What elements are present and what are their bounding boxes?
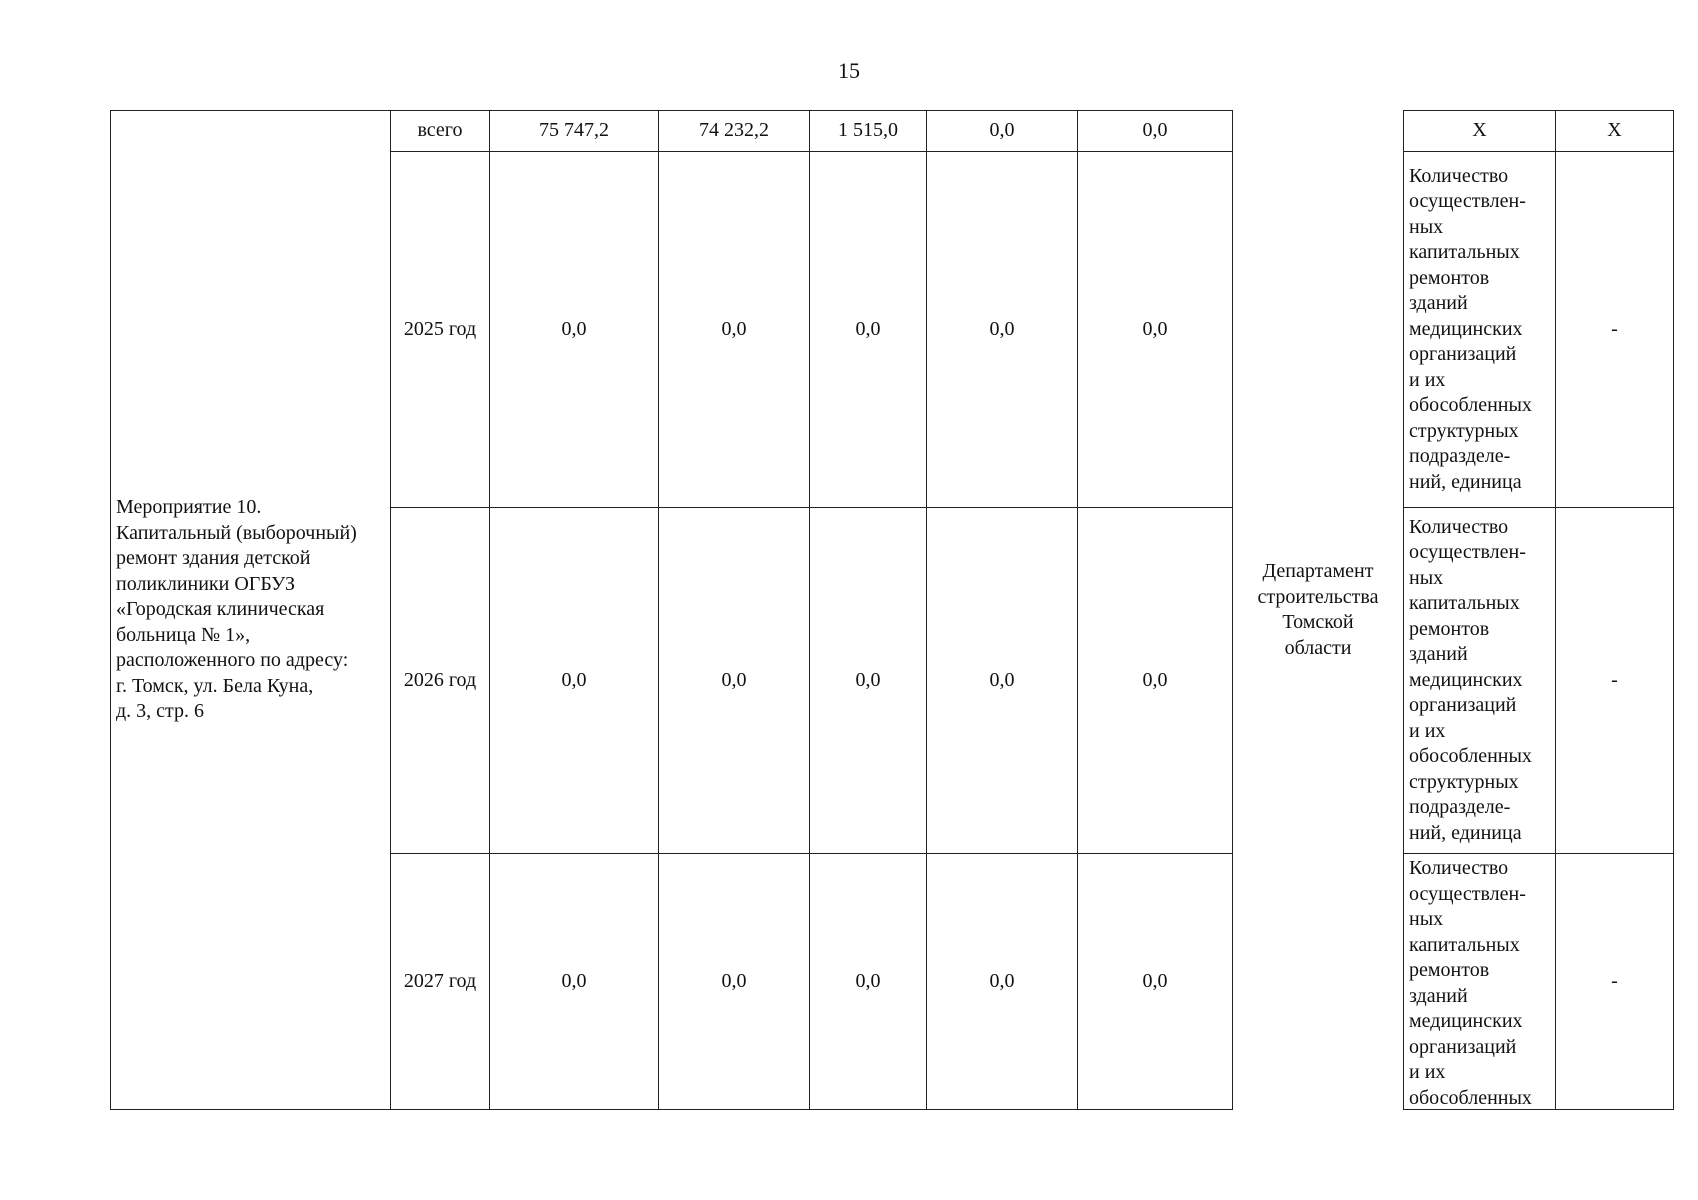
period-cell: 2026 год bbox=[390, 507, 490, 854]
value-cell-total: 75 747,2 bbox=[489, 110, 659, 152]
value-cell-federal: 0,0 bbox=[658, 151, 810, 508]
indicator-value-cell: Х bbox=[1555, 110, 1674, 152]
value-cell-federal: 74 232,2 bbox=[658, 110, 810, 152]
value-cell-regional: 0,0 bbox=[809, 507, 927, 854]
value-cell-regional: 1 515,0 bbox=[809, 110, 927, 152]
indicator-cell: Количество осуществлен- ных капитальных ремонтов зданий медицинских организаций и их обособленных структурных подразделе- ний, единица bbox=[1403, 507, 1556, 854]
period-cell: 2027 год bbox=[390, 853, 490, 1110]
value-cell-local: 0,0 bbox=[926, 507, 1078, 854]
indicator-cell: Х bbox=[1403, 110, 1556, 152]
value-cell-total: 0,0 bbox=[489, 507, 659, 854]
value-cell-federal: 0,0 bbox=[658, 853, 810, 1110]
value-cell-total: 0,0 bbox=[489, 853, 659, 1110]
period-cell: 2025 год bbox=[390, 151, 490, 508]
indicator-value-cell: - bbox=[1555, 853, 1674, 1110]
indicator-value-cell: - bbox=[1555, 507, 1674, 854]
event-description-cell: Мероприятие 10. Капитальный (выборочный) ремонт здания детской поликлиники ОГБУЗ «Городская клиническая больница № 1», расположенного по адресу: г. Томск, ул. Бела Куна, д. 3, стр. 6 bbox=[110, 110, 391, 1110]
value-cell-regional: 0,0 bbox=[809, 151, 927, 508]
value-cell-regional: 0,0 bbox=[809, 853, 927, 1110]
value-cell-other: 0,0 bbox=[1077, 507, 1233, 854]
indicator-cell: Количество осуществлен- ных капитальных ремонтов зданий медицинских организаций и их обособленных bbox=[1403, 853, 1556, 1110]
value-cell-other: 0,0 bbox=[1077, 110, 1233, 152]
page-number: 15 bbox=[838, 58, 860, 83]
period-cell: всего bbox=[390, 110, 490, 152]
value-cell-other: 0,0 bbox=[1077, 853, 1233, 1110]
value-cell-total: 0,0 bbox=[489, 151, 659, 508]
executor-cell: Департамент строительства Томской области bbox=[1257, 560, 1379, 659]
value-cell-other: 0,0 bbox=[1077, 151, 1233, 508]
indicator-cell: Количество осуществлен- ных капитальных ремонтов зданий медицинских организаций и их обособленных структурных подразделе- ний, единица bbox=[1403, 151, 1556, 508]
value-cell-federal: 0,0 bbox=[658, 507, 810, 854]
value-cell-local: 0,0 bbox=[926, 110, 1078, 152]
indicator-value-cell: - bbox=[1555, 151, 1674, 508]
value-cell-local: 0,0 bbox=[926, 853, 1078, 1110]
value-cell-local: 0,0 bbox=[926, 151, 1078, 508]
